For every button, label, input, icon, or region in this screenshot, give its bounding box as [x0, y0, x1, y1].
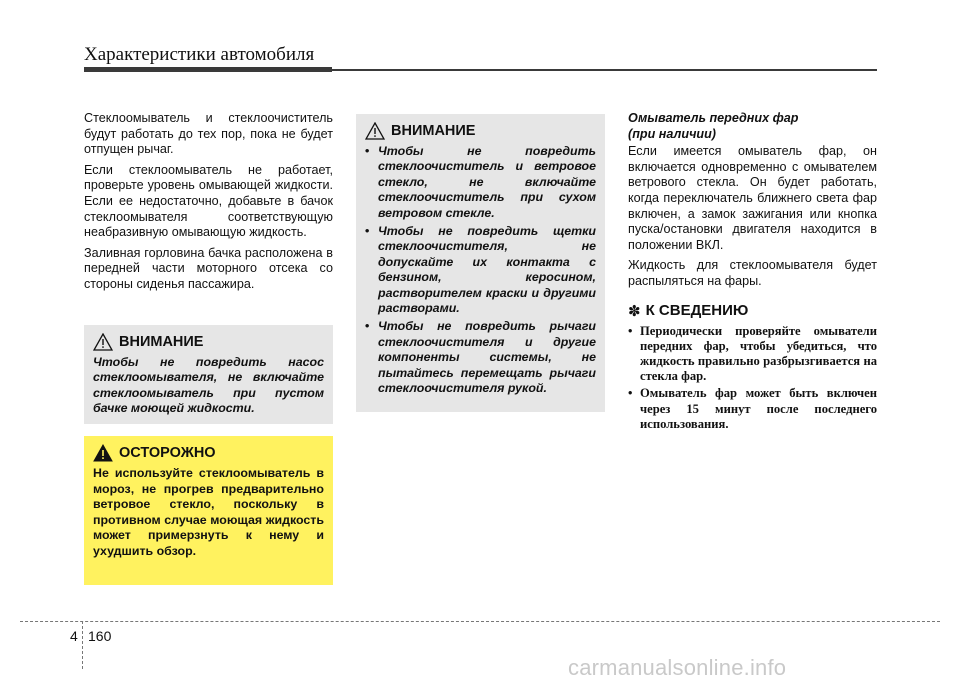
caution-box-header [93, 444, 324, 462]
warning-box-header [93, 333, 324, 351]
warning-box-wipers [356, 114, 605, 412]
footer-chapter-number: 4 [70, 628, 78, 644]
footer-page-number: 160 [88, 628, 112, 644]
list-item: • Чтобы не повредить щетки стеклоочистителя, не допускайте их контакта с бензином, керосином, растворителем краски и другими растворами. [365, 224, 596, 316]
info-list [628, 324, 877, 432]
list-item: • Чтобы не повредить рычаги стеклоочистителя и другие компоненты системы, не пытайтесь перемещать рычаги стеклоочистителя рукой. [365, 319, 596, 396]
caution-title: ОСТОРОЖНО [119, 445, 216, 461]
page-header-title: Характеристики автомобиля [84, 44, 315, 65]
list-item: • Чтобы не повредить стеклоочиститель и ветровое стекло, не включайте стеклоочиститель при сухом ветровом стекле. [365, 144, 596, 220]
paragraph-headlamp-washer: Если имеется омыватель фар, он включается одновременно с омывателем ветрового стекла. Он будет работать, когда переключатель ближнего света фар включен, а замок зажигания или кнопка пуска/остановки двигателя находится в положении ВКЛ. [628, 144, 877, 252]
footer-dashed-divider [82, 621, 83, 669]
paragraph-washer-release: Стеклоомыватель и стеклоочиститель будут работать до тех пор, пока не будет отпущен рычаг. [84, 111, 333, 157]
warning-triangle-icon [93, 333, 113, 351]
warning-triangle-icon [365, 122, 385, 140]
info-header [628, 302, 877, 320]
paragraph-filler-location: Заливная горловина бачка расположена в передней части моторного отсека со стороны сиденья пассажира. [84, 245, 333, 291]
warning-title: ВНИМАНИЕ [391, 123, 476, 139]
asterisk-icon: ✽ [628, 302, 641, 320]
warning-box-pump [84, 325, 333, 424]
warning-text: Чтобы не повредить насос стеклоомывателя, не включайте стеклоомыватель при пустом бачке моющей жидкости. [93, 355, 324, 416]
caution-text: Не используйте стеклоомыватель в мороз, не прогрев предварительно ветровое стекло, поскольку в противном случае моющая жидкость может примерзнуть к нему и ухудшить обзор. [93, 466, 324, 558]
paragraph-washer-fluid-check: Если стеклоомыватель не работает, проверьте уровень омывающей жидкости. Если ее недостаточно, добавьте в бачок стеклоомывателя соответствующую неабразивную омывающую жидкость. [84, 162, 333, 240]
caution-triangle-icon [93, 444, 113, 462]
section-subtitle-headlamp-washer: Омыватель передних фар (при наличии) [628, 111, 799, 141]
header-rule-thin [332, 69, 877, 71]
list-item: • Периодически проверяйте омыватели передних фар, чтобы убедиться, что жидкость правильно разбрызгивается на стекла фар. [628, 323, 877, 384]
column-left [84, 111, 333, 298]
caution-box-freeze [84, 436, 333, 585]
warning-box-header [365, 122, 596, 140]
info-title: К СВЕДЕНИЮ [645, 302, 749, 320]
warning-title: ВНИМАНИЕ [119, 334, 204, 350]
list-item: • Омыватель фар может быть включен через 15 минут после последнего использования. [628, 386, 877, 431]
header-rule-thick [84, 67, 332, 72]
warning-list [365, 144, 596, 397]
watermark-text: carmanualsonline.info [568, 655, 787, 680]
column-right [628, 111, 877, 434]
footer-dashed-rule [20, 621, 940, 622]
paragraph-headlamp-fluid: Жидкость для стеклоомывателя будет распыляться на фары. [628, 258, 877, 288]
